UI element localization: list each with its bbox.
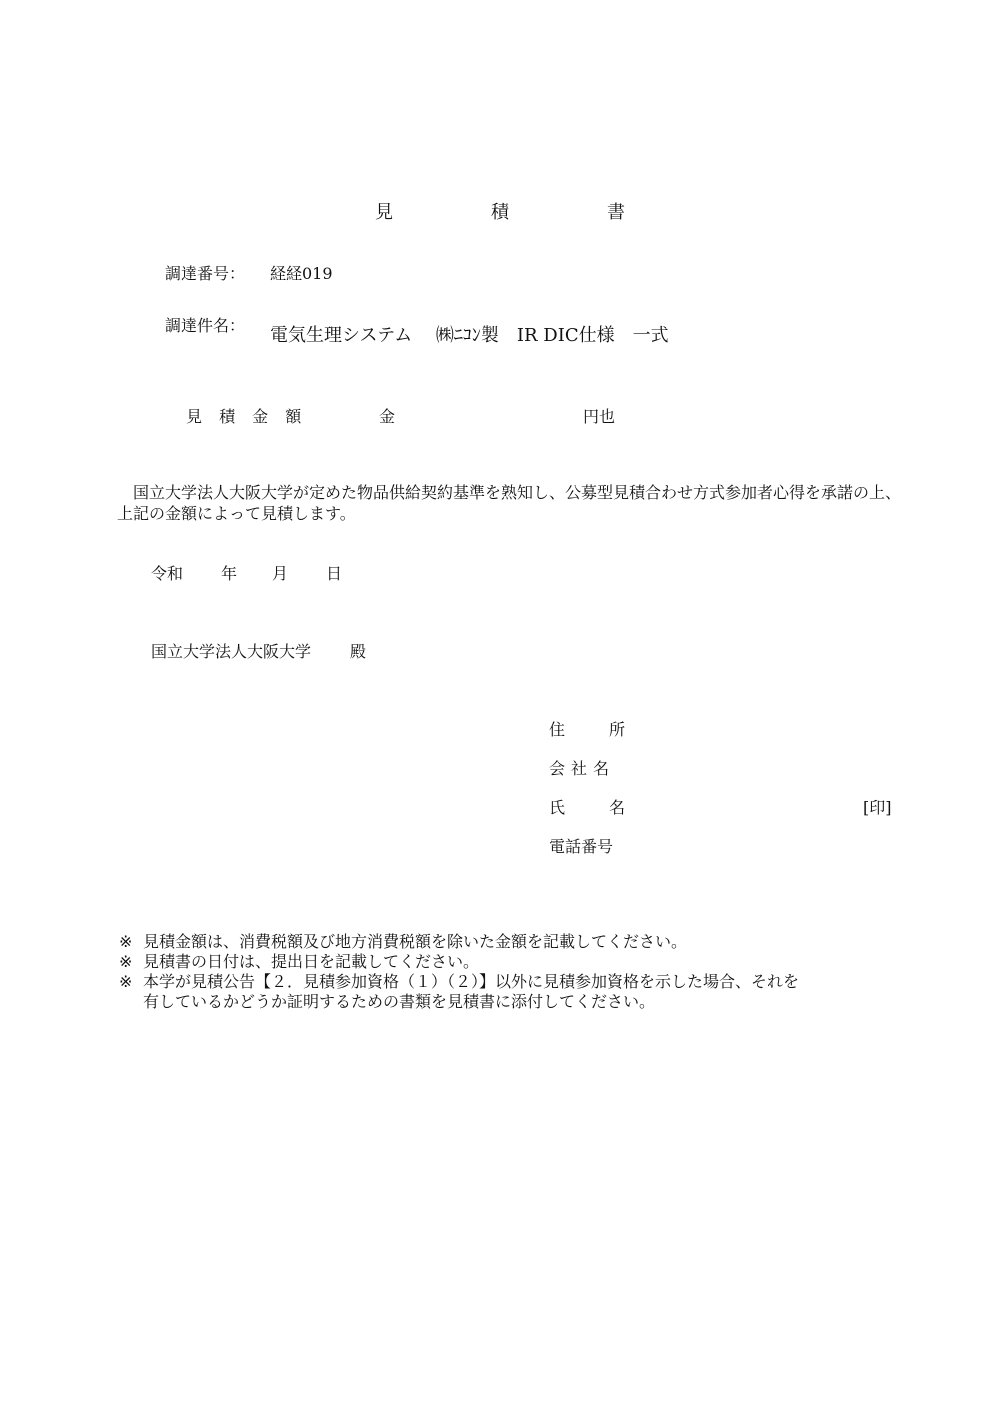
address-label: 住 所 bbox=[549, 720, 640, 739]
person-name-label: 氏 名 bbox=[549, 798, 640, 817]
note-continuation: 有しているかどうか証明するための書類を見積書に添付してください。 bbox=[143, 992, 656, 1011]
note-item bbox=[119, 972, 909, 992]
procurement-number-label: 調達番号： bbox=[165, 264, 246, 283]
phone-number-label: 電話番号 bbox=[549, 837, 614, 856]
note-text: 見積書の日付は、提出日を記載してください。 bbox=[143, 952, 480, 971]
seal-mark: [印] bbox=[863, 798, 892, 817]
date-month: 月 bbox=[272, 564, 289, 583]
note-mark: ※ bbox=[119, 952, 133, 971]
notes-block bbox=[119, 932, 909, 1012]
document-title: 見 積 書 bbox=[375, 202, 665, 223]
amount-suffix: 円也 bbox=[583, 407, 616, 426]
date-day: 日 bbox=[326, 564, 343, 583]
date-era: 令和 bbox=[151, 564, 184, 583]
addressee-honorific: 殿 bbox=[350, 642, 367, 661]
note-mark: ※ bbox=[119, 932, 133, 951]
addressee-name: 国立大学法人大阪大学 bbox=[151, 642, 312, 661]
note-item bbox=[119, 952, 909, 972]
note-item bbox=[119, 932, 909, 952]
company-name-label: 会社名 bbox=[549, 759, 616, 778]
note-text: 見積金額は、消費税額及び地方消費税額を除いた金額を記載してください。 bbox=[143, 932, 688, 951]
note-mark: ※ bbox=[119, 972, 133, 991]
note-text: 本学が見積公告【２．見積参加資格（１）（２）】以外に見積参加資格を示した場合、それを bbox=[143, 972, 800, 991]
amount-prefix: 金 bbox=[379, 407, 396, 426]
procurement-name-label: 調達件名： bbox=[165, 316, 246, 335]
date-year: 年 bbox=[221, 564, 238, 583]
procurement-number-value: 経経019 bbox=[270, 264, 333, 283]
agreement-text: 国立大学法人大阪大学が定めた物品供給契約基準を熟知し、公募型見積合わせ方式参加者心得を承諾の上、上記の金額によって見積します。 bbox=[117, 483, 902, 523]
procurement-name-value: 電気生理システム ㈱ﾆｺﾝ製 IR DIC仕様 一式 bbox=[270, 325, 669, 346]
amount-label: 見 積 金 額 bbox=[186, 407, 308, 426]
